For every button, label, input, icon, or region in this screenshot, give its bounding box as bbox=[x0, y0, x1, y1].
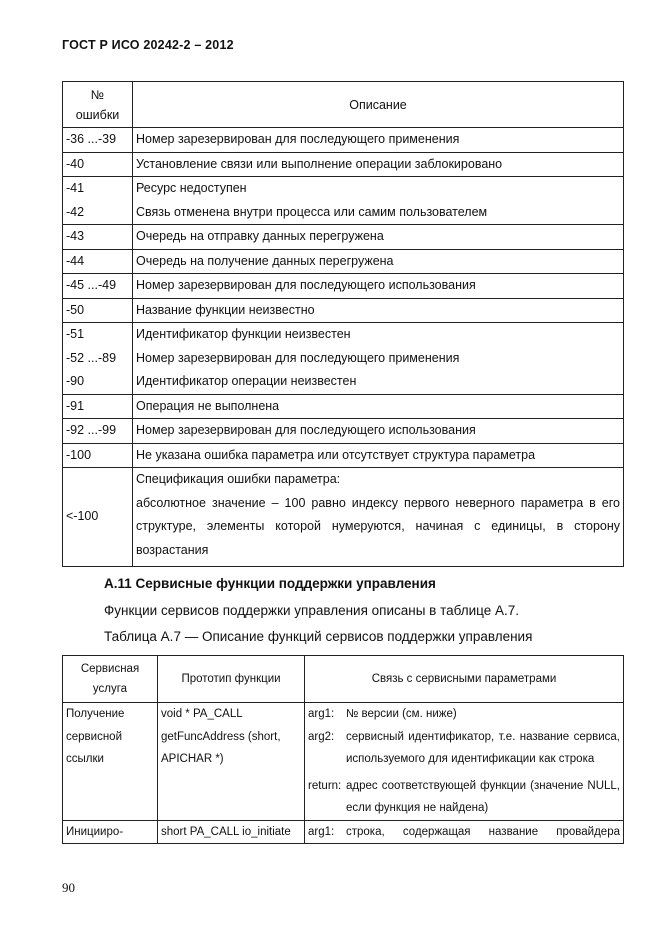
service-name: Иницииро- bbox=[63, 820, 158, 844]
table-row bbox=[63, 177, 624, 225]
col-header-number-line2: ошибки bbox=[75, 107, 120, 122]
function-prototype: short PA_CALL io_initiate bbox=[158, 820, 305, 844]
error-code: <-100 bbox=[63, 468, 133, 567]
error-description: Очередь на отправку данных перегружена bbox=[133, 225, 624, 250]
error-code: -52 ...-89 bbox=[66, 350, 117, 365]
param-key: arg2: bbox=[308, 730, 335, 743]
table-caption: Таблица А.7 — Описание функций сервисов поддержки управления bbox=[104, 629, 533, 644]
error-code: -43 bbox=[63, 225, 133, 250]
error-description: Идентификатор функции неизвестен bbox=[136, 327, 351, 341]
param-key: arg1: bbox=[308, 825, 335, 838]
error-code: -92 ...-99 bbox=[63, 419, 133, 444]
error-description-detail: абсолютное значение – 100 равно индексу первого неверного параметра в его структуре, элементы которой нумеруются, начиная с единицы, в сторону возрастания bbox=[136, 495, 620, 557]
table-row bbox=[63, 249, 624, 274]
error-code: -40 bbox=[63, 152, 133, 177]
table-row bbox=[63, 323, 624, 395]
error-description: Операция не выполнена bbox=[133, 394, 624, 419]
table-row bbox=[63, 298, 624, 323]
param-row bbox=[308, 703, 620, 726]
error-description-cell bbox=[133, 468, 624, 567]
error-code: -36 ...-39 bbox=[63, 128, 133, 153]
table-header-row bbox=[63, 656, 624, 703]
error-code: -50 bbox=[63, 298, 133, 323]
error-code: -45 ...-49 bbox=[63, 274, 133, 299]
error-code: -90 bbox=[66, 374, 85, 388]
error-description: Номер зарезервирован для последующего использования bbox=[133, 274, 624, 299]
params-cell bbox=[305, 820, 624, 844]
table-row bbox=[63, 274, 624, 299]
table-row bbox=[63, 394, 624, 419]
error-description-cell bbox=[133, 177, 624, 225]
error-code-cell bbox=[63, 177, 133, 225]
error-code-cell bbox=[63, 323, 133, 395]
table-row bbox=[63, 443, 624, 468]
param-row bbox=[308, 775, 620, 820]
service-name: Получение сервисной ссылки bbox=[63, 703, 158, 821]
col-header-description: Описание bbox=[133, 82, 624, 128]
table-row bbox=[63, 419, 624, 444]
error-code: -51 bbox=[66, 327, 85, 341]
error-description: Номер зарезервирован для последующего применения bbox=[133, 128, 624, 153]
error-code: -100 bbox=[63, 443, 133, 468]
table-row bbox=[63, 468, 624, 567]
col-header-service: Сервисная услуга bbox=[63, 656, 158, 703]
param-value: строка, содержащая название провайдера bbox=[346, 825, 620, 838]
error-description: Идентификатор операции неизвестен bbox=[136, 374, 357, 388]
error-description: Спецификация ошибки параметра: bbox=[136, 472, 341, 486]
error-description-cell bbox=[133, 323, 624, 395]
param-value: № версии (см. ниже) bbox=[346, 708, 457, 720]
param-row bbox=[308, 726, 620, 771]
error-codes-table bbox=[62, 81, 624, 567]
col-header-number bbox=[63, 82, 133, 128]
error-description: Номер зарезервирован для последующего применения bbox=[136, 350, 460, 365]
col-header-prototype: Прототип функции bbox=[158, 656, 305, 703]
col-header-params: Связь с сервисными параметрами bbox=[305, 656, 624, 703]
error-description: Очередь на получение данных перегружена bbox=[133, 249, 624, 274]
table-row bbox=[63, 152, 624, 177]
error-description: Ресурс недоступен bbox=[136, 181, 247, 195]
page-number: 90 bbox=[62, 880, 75, 895]
table-header-row bbox=[63, 82, 624, 128]
params-cell bbox=[305, 703, 624, 821]
table-row bbox=[63, 703, 624, 821]
error-description: Установление связи или выполнение операции заблокировано bbox=[133, 152, 624, 177]
section-heading: А.11 Сервисные функции поддержки управления bbox=[104, 576, 436, 591]
service-functions-table bbox=[62, 655, 624, 844]
param-value: сервисный идентификатор, т.е. название сервиса, используемого для идентификации как строка bbox=[346, 730, 620, 765]
error-code: -41 bbox=[66, 181, 85, 195]
error-description: Связь отменена внутри процесса или самим пользователем bbox=[136, 204, 488, 219]
table-row bbox=[63, 225, 624, 250]
document-header: ГОСТ Р ИСО 20242-2 – 2012 bbox=[62, 38, 234, 52]
error-description: Не указана ошибка параметра или отсутствует структура параметра bbox=[133, 443, 624, 468]
paragraph: Функции сервисов поддержки управления описаны в таблице А.7. bbox=[104, 603, 520, 618]
table-row bbox=[63, 128, 624, 153]
function-prototype: void * PA_CALL getFuncAddress (short, APICHAR *) bbox=[158, 703, 305, 821]
param-key: arg1: bbox=[308, 708, 335, 720]
table-row bbox=[63, 820, 624, 844]
error-description: Название функции неизвестно bbox=[133, 298, 624, 323]
param-key: return: bbox=[308, 779, 342, 792]
error-description: Номер зарезервирован для последующего использования bbox=[133, 419, 624, 444]
param-value: адрес соответствующей функции (значение NULL, если функция не найдена) bbox=[346, 779, 620, 814]
param-row bbox=[308, 821, 620, 844]
error-code: -44 bbox=[63, 249, 133, 274]
error-code: -91 bbox=[63, 394, 133, 419]
error-code: -42 bbox=[66, 204, 85, 219]
col-header-number-line1: № bbox=[90, 87, 105, 102]
